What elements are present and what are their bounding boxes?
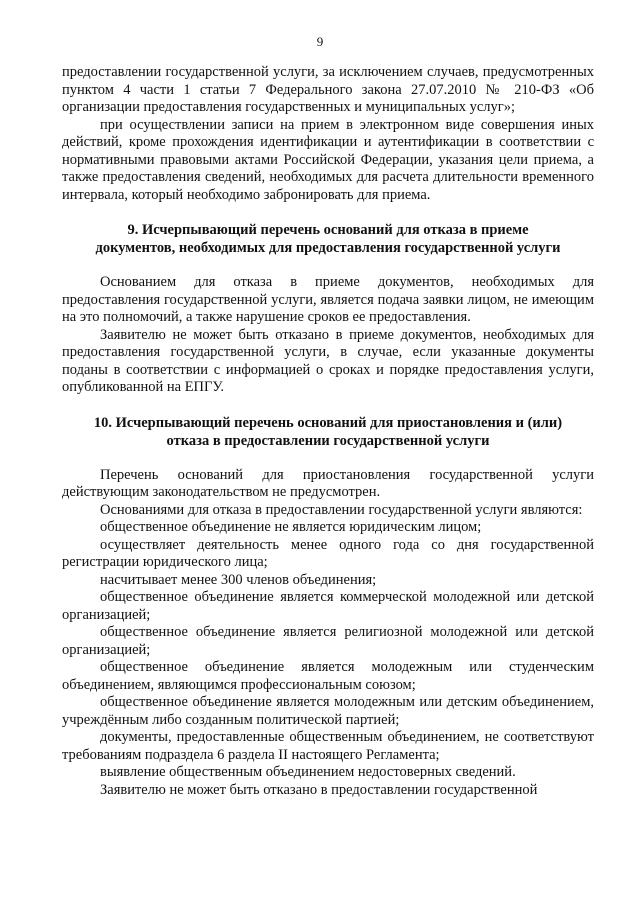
paragraph: предоставлении государственной услуги, за исключением случаев, предусмотренных пунктом 4 части 1 статьи 7 Федерального закона 27.07.2010 № 210-ФЗ «Об организации предоставления государственных и муниципальных услуг»; — [62, 64, 594, 115]
section-heading-9 — [62, 221, 594, 257]
paragraph: Заявителю не может быть отказано в предоставлении государственной — [100, 781, 538, 798]
list-item: выявление общественным объединением недостоверных сведений. — [100, 764, 516, 780]
paragraph: Основанием для отказа в приеме документов, необходимых для предоставления государственной услуги, является подача заявки лицом, не имеющим на это полномочий, а также нарушение сроков ее предоставления. — [62, 274, 594, 325]
list-item: насчитывает менее 300 членов объединения; — [100, 571, 377, 588]
heading-line: документов, необходимых для предоставления государственной услуги — [95, 240, 561, 256]
paragraph: Перечень оснований для приостановления государственной услуги действующим законодательством не предусмотрен. — [62, 466, 594, 500]
list-item: общественное объединение является молодежным или детским объединением, учреждённым либо созданным политической партией; — [62, 694, 594, 728]
document-body — [62, 64, 594, 799]
paragraph: Заявителю не может быть отказано в приеме документов, необходимых для предоставления государственной услуги, в случае, если указанные документы поданы в соответствии с информацией о сроках и порядке предоставления услуги, опубликованной на ЕПГУ. — [62, 326, 594, 395]
heading-line: 9. Исчерпывающий перечень оснований для отказа в приеме — [127, 222, 529, 238]
heading-line: 10. Исчерпывающий перечень оснований для приостановления и (или) — [93, 414, 563, 431]
list-item: общественное объединение не является юридическим лицом; — [100, 519, 482, 535]
paragraph: при осуществлении записи на прием в электронном виде совершения иных действий, кроме прохождения идентификации и аутентификации в соответствии с нормативными правовыми актами Российской Федерации, указания цели приема, а также предоставления сведений, необходимых для расчета длительности временного интервала, который необходимо забронировать для приема. — [62, 116, 594, 203]
section-heading-10 — [62, 414, 594, 450]
page-number: 9 — [316, 34, 324, 49]
list-item: общественное объединение является коммерческой молодежной или детской организацией; — [62, 589, 594, 623]
list-item: документы, предоставленные общественным объединением, не соответствуют требованиям подраздела 6 раздела II настоящего Регламента; — [62, 729, 594, 763]
list-item: общественное объединение является молодежным или студенческим объединением, являющимся профессиональным союзом; — [62, 659, 594, 693]
paragraph: Основаниями для отказа в предоставлении государственной услуги являются: — [100, 501, 583, 518]
list-item: осуществляет деятельность менее одного года со дня государственной регистрации юридического лица; — [62, 536, 594, 570]
heading-line: отказа в предоставлении государственной услуги — [166, 432, 490, 449]
list-item: общественное объединение является религиозной молодежной или детской организацией; — [62, 624, 594, 658]
